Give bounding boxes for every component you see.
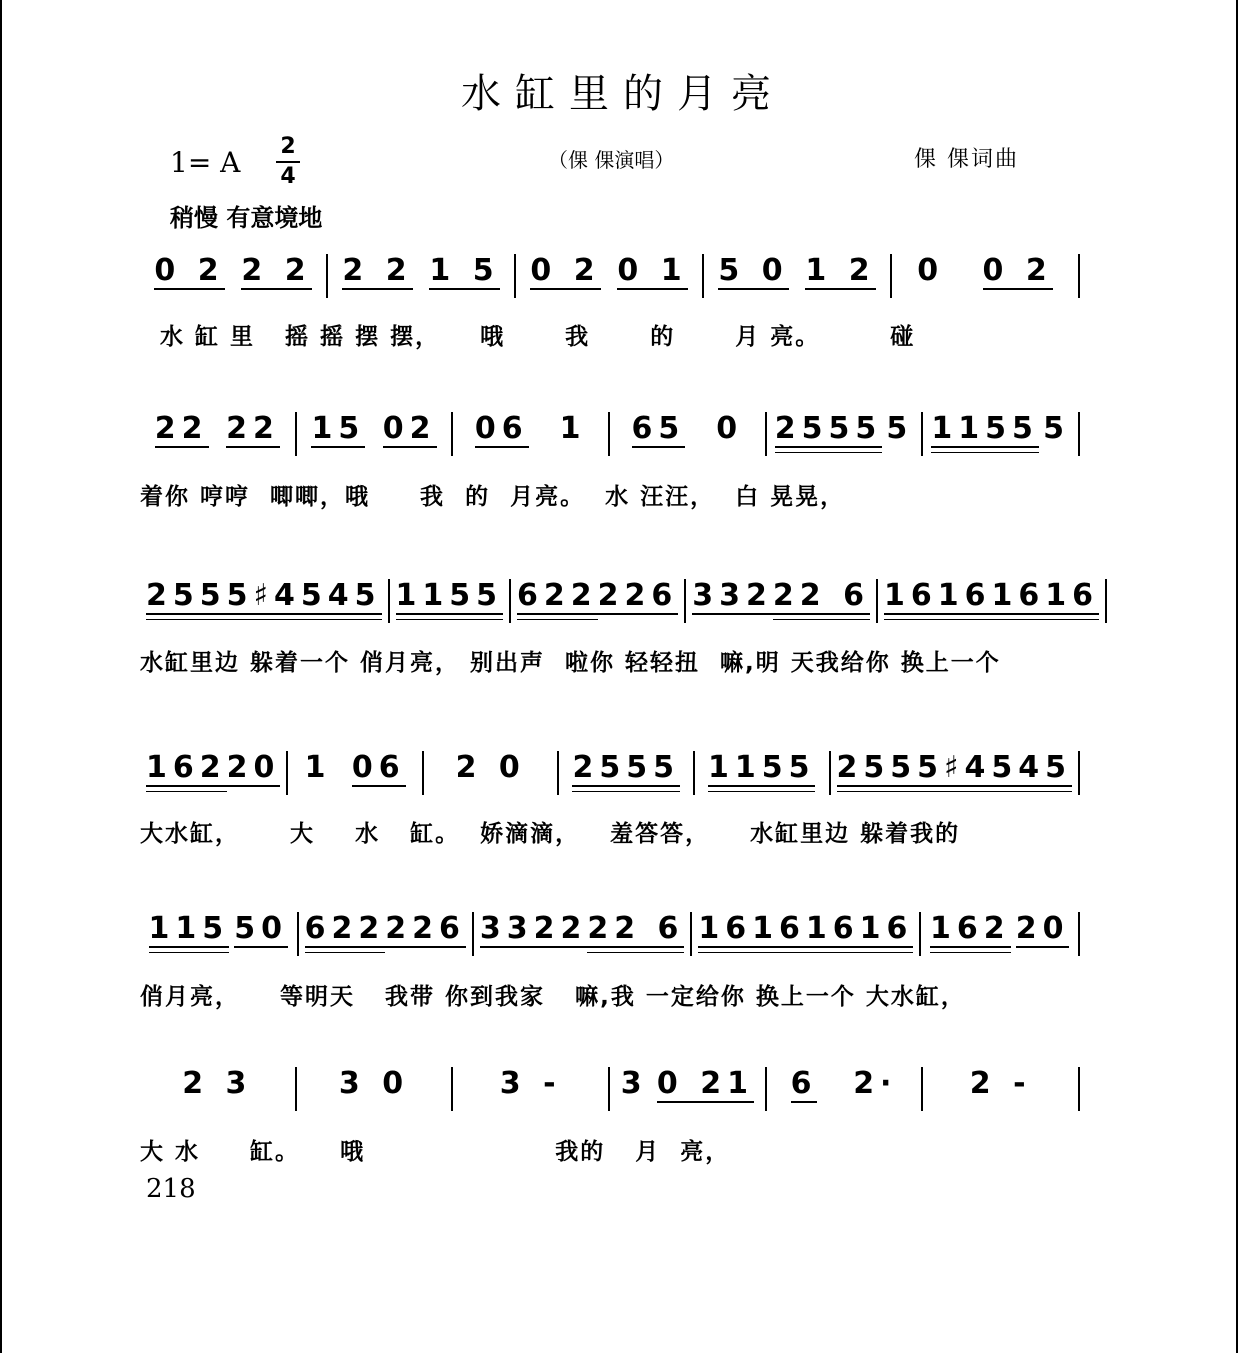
note-group: 226 — [597, 578, 679, 613]
note-group: 1155 — [395, 578, 504, 613]
note-group: 06 — [351, 750, 406, 785]
note-group: 6 — [790, 1066, 818, 1101]
measure — [390, 579, 512, 623]
note-group: 0 2 — [530, 253, 601, 288]
measure — [923, 1067, 1080, 1111]
measure — [921, 912, 1080, 956]
note-group: 1616 — [698, 911, 806, 946]
note-group: 1155 — [931, 411, 1039, 446]
note-group: 22 6 — [587, 911, 685, 946]
note-group: 0 2 — [982, 253, 1053, 288]
measure — [610, 412, 767, 456]
note-group: 2 2 — [241, 253, 312, 288]
performer-credit: （倮 倮演唱） — [548, 148, 675, 172]
note-group: 2 0 — [455, 750, 526, 785]
note-group: 1616 — [805, 911, 914, 946]
note-group: 115 — [148, 911, 230, 946]
measure — [453, 412, 610, 456]
note-group: 0 — [917, 253, 945, 288]
note-group: 2555 — [774, 411, 883, 446]
measure — [453, 1067, 610, 1111]
measure — [299, 912, 474, 956]
note-group: 0 1 — [617, 253, 688, 288]
note-group: 2· — [853, 1066, 898, 1101]
note-group: 0 — [716, 411, 744, 446]
note-group: 3 0 — [338, 1066, 410, 1101]
note-group: 332 — [692, 578, 773, 613]
song-title: 水缸里的月亮 — [461, 71, 785, 117]
note-group: 1 — [304, 750, 332, 785]
measure — [878, 579, 1107, 623]
measure — [767, 1067, 924, 1111]
notation-row — [140, 912, 1080, 956]
note-group: 162 — [929, 911, 1011, 946]
key-signature: 1= A — [170, 146, 241, 179]
measure — [892, 254, 1080, 298]
note-group: 622 — [304, 911, 386, 946]
measure — [704, 254, 892, 298]
note-group: ♯4545 — [944, 750, 1073, 785]
measure — [140, 579, 390, 623]
note-group: 3 - — [499, 1066, 562, 1101]
measure — [140, 912, 299, 956]
note-group: 0 21 — [656, 1066, 754, 1101]
measure — [297, 412, 454, 456]
notation-row — [140, 751, 1080, 795]
note-group: 1616 — [991, 578, 1099, 613]
notation-row — [140, 254, 1080, 298]
measure — [695, 751, 831, 795]
measure — [140, 412, 297, 456]
measure — [686, 579, 878, 623]
note-group: 22 — [154, 411, 209, 446]
lyric-line: 水缸里边 躲着一个 俏月亮， 别出声 啦你 轻轻扭 嘛,明 天我给你 换上一个 — [140, 650, 1001, 676]
measure — [516, 254, 704, 298]
measure — [923, 412, 1080, 456]
notation-row — [140, 1067, 1080, 1111]
time-signature — [276, 134, 300, 190]
note-group: 5 — [886, 411, 914, 446]
meter-line — [276, 161, 300, 163]
meter-top: 2 — [280, 134, 296, 159]
note-group: 0 2 — [154, 253, 225, 288]
measure — [511, 579, 686, 623]
tempo-marking: 稍慢 有意境地 — [170, 204, 323, 232]
note-group: 06 — [474, 411, 529, 446]
lyric-line: 大 水 缸。 哦 我的 月 亮， — [140, 1139, 731, 1165]
note-group: 22 6 — [772, 578, 870, 613]
note-group: 22 — [226, 411, 280, 446]
note-group: 1 2 — [805, 253, 876, 288]
note-group: 15 — [311, 411, 366, 446]
note-group: 02 — [382, 411, 437, 446]
lyric-line: 俏月亮， 等明天 我带 你到我家 嘛,我 一定给你 换上一个 大水缸， — [140, 984, 966, 1010]
note-group: 3322 — [479, 911, 588, 946]
measure — [692, 912, 921, 956]
measure — [140, 1067, 297, 1111]
lyric-line: 着你 哼哼 唧唧，哦 我 的 月亮。 水 汪汪， 白 晃晃， — [140, 484, 846, 510]
composer-credit: 倮 倮词曲 — [914, 147, 1019, 172]
note-group: 2 2 — [342, 253, 413, 288]
note-group: 3 — [620, 1066, 648, 1101]
note-group: 622 — [517, 578, 598, 613]
note-group: 20 — [1015, 911, 1070, 946]
note-group: 1155 — [707, 750, 816, 785]
note-group: 162 — [146, 750, 227, 785]
note-group: 5 — [1043, 411, 1070, 446]
lyric-line: 水 缸 里 摇 摇 摆 摆， 哦 我 的 月 亮。 碰 — [140, 324, 916, 350]
note-group: 50 — [234, 911, 289, 946]
measure — [140, 254, 328, 298]
page-border-left — [0, 0, 2, 1353]
measure — [140, 751, 288, 795]
notation-row — [140, 412, 1080, 456]
measure — [474, 912, 693, 956]
measure — [328, 254, 516, 298]
measure — [424, 751, 560, 795]
note-group: 2555 — [146, 578, 254, 613]
measure — [767, 412, 924, 456]
measure — [610, 1067, 767, 1111]
note-group: 20 — [226, 750, 281, 785]
note-group: 2 3 — [182, 1066, 253, 1101]
note-group: 1 5 — [429, 253, 500, 288]
note-group: 2 - — [969, 1066, 1032, 1101]
page-number: 218 — [146, 1174, 196, 1204]
note-group: 226 — [385, 911, 466, 946]
note-group: 5 0 — [718, 253, 789, 288]
lyric-line: 大水缸， 大 水 缸。 娇滴滴， 羞答答， 水缸里边 躲着我的 — [140, 821, 961, 847]
note-group: 1616 — [883, 578, 992, 613]
note-group: 2555 — [836, 750, 944, 785]
meter-bottom: 4 — [280, 164, 296, 189]
note-group: ♯4545 — [253, 578, 382, 613]
note-group: 1 — [559, 411, 587, 446]
measure — [831, 751, 1081, 795]
notation-row — [140, 578, 1099, 623]
measure — [559, 751, 695, 795]
note-group: 2555 — [572, 750, 680, 785]
note-group: 65 — [631, 411, 686, 446]
page-border-right — [1236, 0, 1238, 1353]
measure — [288, 751, 424, 795]
measure — [297, 1067, 454, 1111]
